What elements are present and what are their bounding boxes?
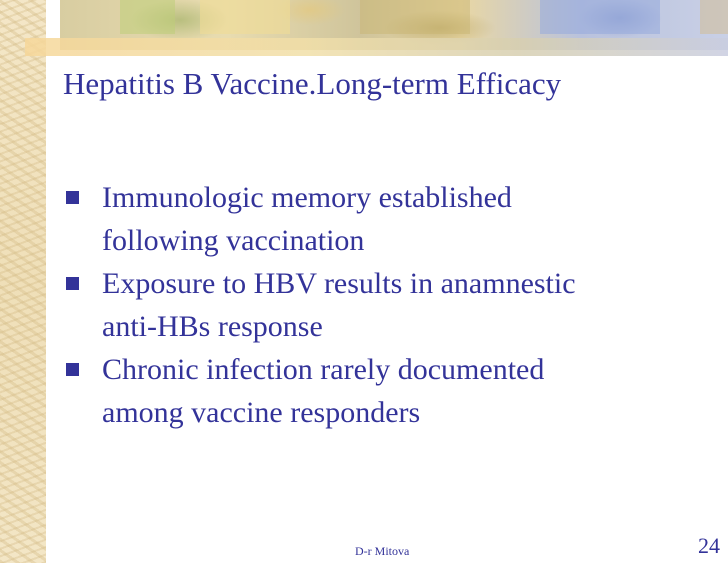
square-bullet-icon xyxy=(66,363,79,376)
list-item xyxy=(64,176,704,262)
banner-ribbon xyxy=(25,38,728,56)
bullet-text-line: Chronic infection rarely documented xyxy=(102,353,545,386)
bullet-text-line: following vaccination xyxy=(102,224,365,257)
bullet-list xyxy=(64,176,704,434)
slide-title: Hepatitis B Vaccine.Long-term Efficacy xyxy=(63,66,562,101)
banner-tile xyxy=(120,0,175,34)
list-item xyxy=(64,262,704,348)
bullet-text-line: among vaccine responders xyxy=(102,396,421,429)
banner-tile xyxy=(540,0,660,34)
square-bullet-icon xyxy=(66,277,79,290)
banner-tile xyxy=(360,0,470,34)
list-item xyxy=(64,348,704,434)
banner-tile xyxy=(700,0,728,34)
footer-author: D-r Mitova xyxy=(355,544,410,558)
banner-tile xyxy=(200,0,290,34)
square-bullet-icon xyxy=(66,191,79,204)
bullet-text-line: Immunologic memory established xyxy=(102,181,512,214)
bullet-text-line: anti-HBs response xyxy=(102,310,323,343)
page-number: 24 xyxy=(698,533,720,558)
left-decorative-strip xyxy=(0,0,46,563)
bullet-text-line: Exposure to HBV results in anamnestic xyxy=(102,267,576,300)
